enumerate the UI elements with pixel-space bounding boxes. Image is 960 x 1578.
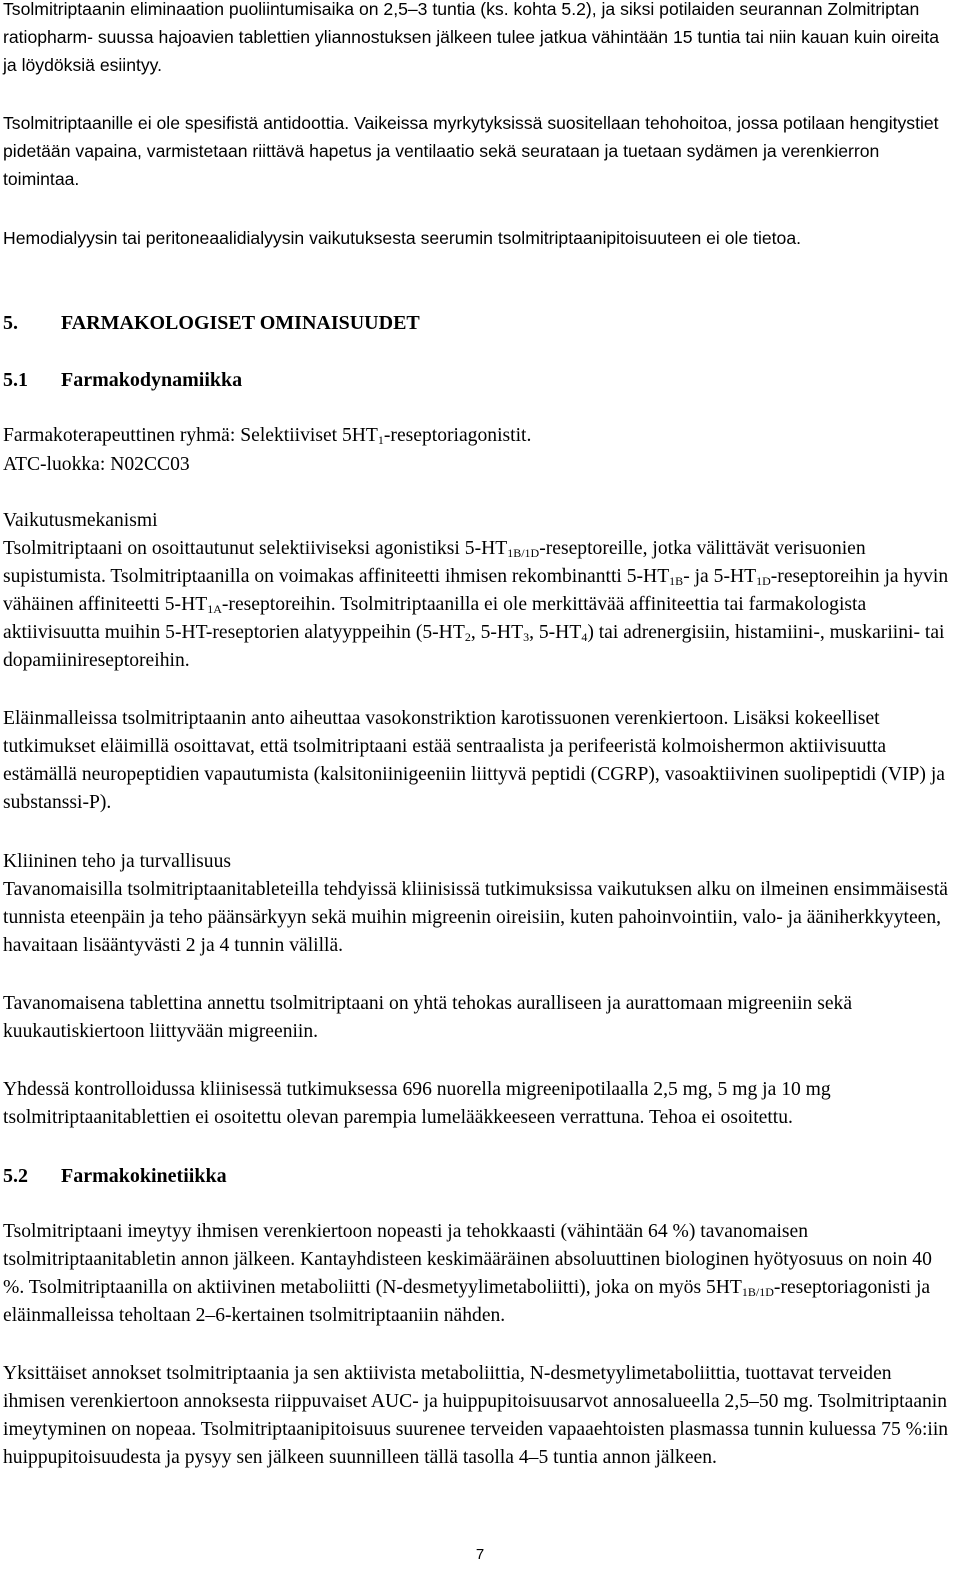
section-5-heading xyxy=(3,309,957,337)
pharmacotherapeutic-group: Farmakoterapeuttinen ryhmä: Selektiiviset $5HT_1$-reseptoriagonistit. xyxy=(3,425,532,447)
animal-studies-paragraph: Eläinmalleissa tsolmitriptaanin anto aiheuttaa vasokonstriktion karotissuonen verenkiertoon. Lisäksi kokeelliset tutkimukset eläimillä osoittavat, että tsolmitriptaani estää sentraalista ja perifeeristä kolmoishermon aktiivisuutta estämällä neuropeptidien vapautumista (kalsitoniinigeeniin liittyvä peptidi (CGRP), vasoaktiivinen suolipeptidi (VIP) ja substanssi-P). xyxy=(3,708,945,813)
antidote-paragraph: Tsolmitriptaanille ei ole spesifistä antidoottia. Vaikeissa myrkytyksissä suositellaan tehohoitoa, jossa potilaan hengitystiet pidetään vapaina, varmistetaan riittävä hapetus ja ventilaatio sekä seurataan ja tuetaan sydämen ja verenkierron toimintaa. xyxy=(3,113,939,189)
clinical-efficacy-heading: Kliininen teho ja turvallisuus xyxy=(3,851,232,872)
section-5-2-heading xyxy=(3,1162,957,1190)
section-number: 5. xyxy=(3,312,18,334)
mechanism-heading: Vaikutusmekanismi xyxy=(3,510,158,531)
clinical-efficacy-paragraph: Tavanomaisilla tsolmitriptaanitableteilla tehdyissä kliinisissä tutkimuksissa vaikutuksen alku on ilmeinen ensimmäisestä tunnista eteenpäin ja teho päänsärkyyn sekä muihin migreenin oireisiin, kuten pahoinvointiin, valo- ja ääniherkkyyteen, havaitaan lisääntyvästi 2 ja 4 tunnin välillä. xyxy=(3,879,948,956)
aura-migraine-paragraph: Tavanomaisena tablettina annettu tsolmitriptaani on yhtä tehokas auralliseen ja aurattomaan migreeniin sekä kuukautiskiertoon liittyvään migreeniin. xyxy=(3,993,853,1042)
dialysis-paragraph: Hemodialyysin tai peritoneaalidialyysin vaikutuksesta seerumin tsolmitriptaanipitoisuuteen ei ole tietoa. xyxy=(3,228,801,248)
section-title: FARMAKOLOGISET OMINAISUUDET xyxy=(61,312,420,334)
section-title: Farmakodynamiikka xyxy=(61,369,243,391)
mechanism-paragraph: Tsolmitriptaani on osoittautunut selektiiviseksi agonistiksi $5-HT_{1B/1D}$-reseptoreille, jotka välittävät verisuonien supistumista. Tsolmitriptaanilla on voimakas affiniteetti ihmisen rekombinantti $5-HT_{1B}-$ ja $5-HT_{1D}$-reseptoreihin ja hyvin vähäinen affiniteetti $5-HT_{1A}$-reseptoreihin. Tsolmitriptaanilla ei ole merkittävää affiniteettia tai farmakologista aktiivisuutta muihin 5-HT-reseptorien alatyyppeihin ($5-HT_2$, $5-HT_3$, $5-HT_4$) tai adrenergisiin, histamiini-, muskariini- tai dopamiinireseptoreihin. xyxy=(3,538,949,671)
section-title: Farmakokinetiikka xyxy=(61,1165,227,1187)
atc-code: ATC-luokka: N02CC03 xyxy=(3,454,190,475)
page-number: 7 xyxy=(475,1546,485,1563)
overdose-elimination-paragraph: Tsolmitriptaanin eliminaation puoliintumisaika on 2,5–3 tuntia (ks. kohta 5.2), ja siksi potilaiden seurannan Zolmitriptan ratiopharm- suussa hajoavien tablettien yliannostuksen jälkeen tulee jatkua vähintään 15 tuntia tai niin kauan kuin oireita ja löydöksiä esiintyy. xyxy=(3,0,939,75)
section-number: 5.2 xyxy=(3,1165,28,1187)
absorption-paragraph: Tsolmitriptaani imeytyy ihmisen verenkiertoon nopeasti ja tehokkaasti (vähintään 64 %) tavanomaisen tsolmitriptaanitabletin annon jälkeen. Kantayhdisteen keskimääräinen absoluuttinen biologinen hyötyosuus on noin 40 %. Tsolmitriptaanilla on aktiivinen metaboliitti (N-desmetyylimetaboliitti), joka on myös $5HT_{1B/1D}$-reseptoriagonisti ja eläinmalleissa teholtaan 2–6-kertainen tsolmitriptaaniin nähden. xyxy=(3,1221,932,1326)
adolescent-study-paragraph: Yhdessä kontrolloidussa kliinisessä tutkimuksessa 696 nuorella migreenipotilaalla 2,5 mg, 5 mg ja 10 mg tsolmitriptaanitablettien ei osoitettu olevan parempia lumelääkkeeseen verrattuna. Tehoa ei osoitettu. xyxy=(3,1079,831,1128)
section-number: 5.1 xyxy=(3,369,28,391)
single-dose-paragraph: Yksittäiset annokset tsolmitriptaania ja sen aktiivista metaboliittia, N-desmetyylimetaboliittia, tuottavat terveiden ihmisen verenkiertoon annoksesta riippuvaiset AUC- ja huippupitoisuusarvot annosalueella 2,5–50 mg. Tsolmitriptaanin imeytyminen on nopeaa. Tsolmitriptaanipitoisuus suurenee terveiden vapaaehtoisten plasmassa tunnin kuluessa 75 %:iin huippupitoisuudesta ja pysyy sen jälkeen suunnilleen tällä tasolla 4–5 tuntia annon jälkeen. xyxy=(3,1363,949,1468)
section-5-1-heading xyxy=(3,366,957,394)
